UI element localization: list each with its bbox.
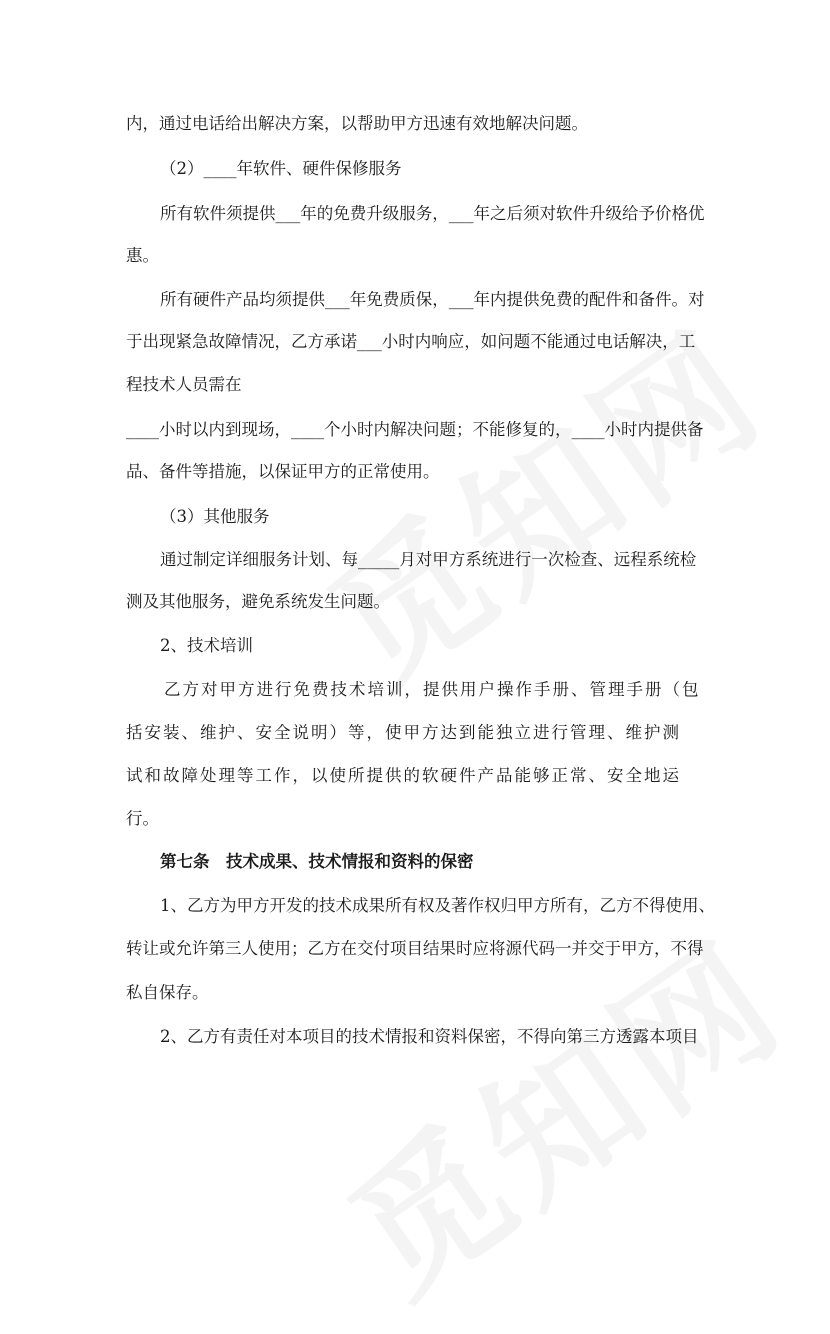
text-line: 于出现紧急故障情况，乙方承诺___小时内响应，如问题不能通过电话解决，工 <box>126 332 696 351</box>
text-line: 转让或允许第三人使用；乙方在交付项目结果时应将源代码一并交于甲方，不得 <box>126 939 704 958</box>
text-line: （3）其他服务 <box>160 507 270 526</box>
text-line: 程技术人员需在 <box>126 375 242 394</box>
text-line: （2）____年软件、硬件保修服务 <box>160 159 402 178</box>
text-line: 括安装、维护、安全说明）等，使甲方达到能独立进行管理、维护测 <box>126 723 681 742</box>
text-line: 通过制定详细服务计划、每_____月对甲方系统进行一次检查、远程系统检 <box>160 550 697 569</box>
text-line: 所有硬件产品均须提供___年免费质保，___年内提供免费的配件和备件。对 <box>160 290 705 309</box>
text-line: 行。 <box>126 809 159 828</box>
text-line: 所有软件须提供___年的免费升级服务，___年之后须对软件升级给予价格优 <box>160 204 705 223</box>
article-heading: 第七条 技术成果、技术情报和资料的保密 <box>160 852 474 871</box>
text-line: 私自保存。 <box>126 983 209 1002</box>
text-line: 2、乙方有责任对本项目的技术情报和资料保密，不得向第三方透露本项目 <box>160 1027 699 1046</box>
text-line: ____小时以内到现场，____个小时内解决问题；不能修复的，____小时内提供备 <box>126 420 704 439</box>
text-line: 试和故障处理等工作，以使所提供的软硬件产品能够正常、安全地运 <box>126 766 681 785</box>
text-line: 惠。 <box>126 246 159 265</box>
text-line: 1、乙方为甲方开发的技术成果所有权及著作权归甲方所有，乙方不得使用、 <box>160 896 715 915</box>
section-heading: 2、技术培训 <box>160 636 253 655</box>
text-line: 内，通过电话给出解决方案，以帮助甲方迅速有效地解决问题。 <box>126 114 588 133</box>
text-line: 乙方对甲方进行免费技术培训，提供用户操作手册、管理手册（包 <box>164 680 701 699</box>
text-line: 测及其他服务，避免系统发生问题。 <box>126 592 390 611</box>
text-line: 品、备件等措施，以保证甲方的正常使用。 <box>126 462 440 481</box>
